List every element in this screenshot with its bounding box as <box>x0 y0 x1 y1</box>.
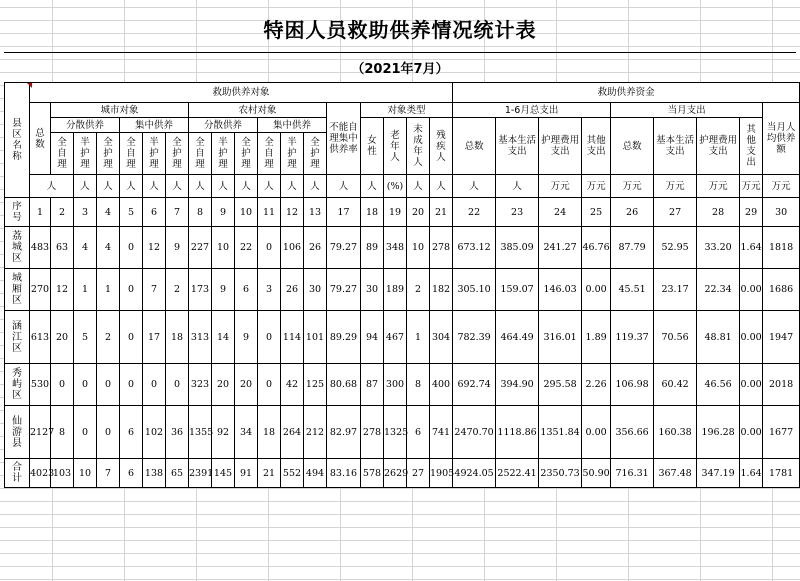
data-cell: 103 <box>51 459 74 488</box>
header-rural-scattered-half: 半护理 <box>212 133 235 175</box>
seq-cell: 2 <box>51 198 74 227</box>
data-cell: 17 <box>143 311 166 364</box>
data-cell: 23.17 <box>654 269 697 311</box>
data-cell: 2470.70 <box>453 406 496 459</box>
data-cell: 102 <box>143 406 166 459</box>
data-cell: 1.64 <box>740 227 763 269</box>
seq-cell: 3 <box>74 198 97 227</box>
data-cell: 692.74 <box>453 364 496 406</box>
seq-cell: 26 <box>611 198 654 227</box>
data-cell: 2 <box>97 311 120 364</box>
unit-cell: 人 <box>496 175 539 198</box>
data-cell: 0.00 <box>582 406 611 459</box>
data-cell: 0.00 <box>740 269 763 311</box>
header-h1-sum: 总数 <box>453 118 496 175</box>
data-cell: 0 <box>120 227 143 269</box>
data-cell: 106 <box>281 227 304 269</box>
unit-cell: 人 <box>30 175 74 198</box>
county-name: 荔城区 <box>5 227 30 269</box>
data-cell: 0 <box>97 406 120 459</box>
data-cell: 46.56 <box>697 364 740 406</box>
data-cell: 182 <box>430 269 453 311</box>
seq-cell: 25 <box>582 198 611 227</box>
seq-cell: 24 <box>539 198 582 227</box>
header-month-basic: 基本生活支出 <box>654 118 697 175</box>
data-cell: 673.12 <box>453 227 496 269</box>
data-cell: 0 <box>120 269 143 311</box>
county-name: 城厢区 <box>5 269 30 311</box>
seq-cell: 9 <box>212 198 235 227</box>
data-cell: 83.16 <box>327 459 361 488</box>
seq-cell: 17 <box>327 198 361 227</box>
data-cell: 2350.73 <box>539 459 582 488</box>
data-cell: 10 <box>74 459 97 488</box>
data-cell: 4 <box>97 227 120 269</box>
header-urban-scattered-half: 半护理 <box>74 133 97 175</box>
header-h1-basic: 基本生活支出 <box>496 118 539 175</box>
statistics-table <box>4 82 800 488</box>
data-cell: 1.89 <box>582 311 611 364</box>
data-cell: 0 <box>258 364 281 406</box>
data-cell: 42 <box>281 364 304 406</box>
data-cell: 145 <box>212 459 235 488</box>
data-cell: 196.28 <box>697 406 740 459</box>
header-month-sum: 总数 <box>611 118 654 175</box>
header-funds: 救助供养资金 <box>453 83 800 103</box>
unit-row <box>5 175 800 198</box>
data-cell: 1118.86 <box>496 406 539 459</box>
data-cell: 18 <box>166 311 189 364</box>
unit-cell: 万元 <box>740 175 763 198</box>
data-cell: 173 <box>189 269 212 311</box>
data-cell: 138 <box>143 459 166 488</box>
data-cell: 212 <box>304 406 327 459</box>
seq-cell: 10 <box>235 198 258 227</box>
data-cell: 6 <box>235 269 258 311</box>
unit-cell: 人 <box>212 175 235 198</box>
data-cell: 1325 <box>384 406 407 459</box>
data-cell: 20 <box>235 364 258 406</box>
data-cell: 0 <box>258 311 281 364</box>
data-cell: 63 <box>51 227 74 269</box>
comment-indicator <box>27 83 32 88</box>
seq-cell: 18 <box>361 198 384 227</box>
data-cell: 0 <box>166 364 189 406</box>
data-cell: 91 <box>235 459 258 488</box>
header-rural-centralized: 集中供养 <box>258 118 327 133</box>
data-cell: 530 <box>30 364 51 406</box>
data-cell: 101 <box>304 311 327 364</box>
data-cell: 2 <box>407 269 430 311</box>
data-cell: 4 <box>74 227 97 269</box>
header-total: 总数 <box>30 103 51 175</box>
data-cell: 716.31 <box>611 459 654 488</box>
data-cell: 30 <box>304 269 327 311</box>
data-cell: 65 <box>166 459 189 488</box>
data-cell: 0.00 <box>740 311 763 364</box>
data-cell: 552 <box>281 459 304 488</box>
data-cell: 34 <box>235 406 258 459</box>
seq-cell: 8 <box>189 198 212 227</box>
data-cell: 1 <box>407 311 430 364</box>
data-cell: 70.56 <box>654 311 697 364</box>
header-rural-central-full: 全自理 <box>258 133 281 175</box>
data-cell: 26 <box>281 269 304 311</box>
header-relief-objects: 救助供养对象 <box>30 83 453 103</box>
seq-cell: 5 <box>120 198 143 227</box>
data-cell: 6 <box>407 406 430 459</box>
data-cell: 94 <box>361 311 384 364</box>
data-cell: 30 <box>361 269 384 311</box>
data-cell: 613 <box>30 311 51 364</box>
seq-cell: 6 <box>143 198 166 227</box>
data-cell: 300 <box>384 364 407 406</box>
data-cell: 92 <box>212 406 235 459</box>
data-cell: 1686 <box>763 269 800 311</box>
data-cell: 114 <box>281 311 304 364</box>
unit-cell: 人 <box>304 175 327 198</box>
header-urban: 城市对象 <box>51 103 189 118</box>
title-divider <box>4 52 796 53</box>
data-cell: 0.00 <box>740 406 763 459</box>
data-cell: 0.00 <box>582 269 611 311</box>
data-cell: 2391 <box>189 459 212 488</box>
unit-cell: 人 <box>143 175 166 198</box>
data-cell: 264 <box>281 406 304 459</box>
data-cell: 394.90 <box>496 364 539 406</box>
data-cell: 7 <box>143 269 166 311</box>
data-cell: 278 <box>430 227 453 269</box>
county-name: 秀屿区 <box>5 364 30 406</box>
data-cell: 1818 <box>763 227 800 269</box>
header-urban-central-half: 半护理 <box>143 133 166 175</box>
header-per-capita: 当月人均供养额 <box>763 103 800 175</box>
data-cell: 48.81 <box>697 311 740 364</box>
data-cell: 6 <box>120 459 143 488</box>
seq-cell: 7 <box>166 198 189 227</box>
header-minor: 未成年人 <box>407 118 430 175</box>
data-cell: 125 <box>304 364 327 406</box>
data-cell: 494 <box>304 459 327 488</box>
data-cell: 189 <box>384 269 407 311</box>
data-cell: 227 <box>189 227 212 269</box>
header-h1-total: 1-6月总支出 <box>453 103 611 118</box>
data-cell: 1905 <box>430 459 453 488</box>
seq-cell: 28 <box>697 198 740 227</box>
header-urban-scattered-full: 全自理 <box>51 133 74 175</box>
seq-label: 序号 <box>5 198 30 227</box>
unit-cell: 万元 <box>611 175 654 198</box>
header-non-self-rate: 不能自理集中供养率 <box>327 103 361 175</box>
table-row <box>5 227 800 269</box>
data-cell: 36 <box>166 406 189 459</box>
data-cell: 22 <box>235 227 258 269</box>
data-cell: 89.29 <box>327 311 361 364</box>
data-cell: 9 <box>212 269 235 311</box>
data-cell: 313 <box>189 311 212 364</box>
data-cell: 8 <box>407 364 430 406</box>
data-cell: 0 <box>74 364 97 406</box>
header-month-care: 护理费用支出 <box>697 118 740 175</box>
data-cell: 323 <box>189 364 212 406</box>
data-cell: 159.07 <box>496 269 539 311</box>
data-cell: 1947 <box>763 311 800 364</box>
table-row <box>5 311 800 364</box>
table-row <box>5 269 800 311</box>
unit-cell: 人 <box>281 175 304 198</box>
header-female: 女性 <box>361 118 384 175</box>
data-cell: 0.00 <box>740 364 763 406</box>
data-cell: 0 <box>120 311 143 364</box>
data-cell: 119.37 <box>611 311 654 364</box>
data-cell: 2.26 <box>582 364 611 406</box>
unit-cell: 人 <box>327 175 361 198</box>
header-urban-scattered-fullcare: 全护理 <box>97 133 120 175</box>
data-cell: 27 <box>407 459 430 488</box>
data-cell: 20 <box>212 364 235 406</box>
header-object-type: 对象类型 <box>361 103 453 118</box>
header-h1-other: 其他支出 <box>582 118 611 175</box>
data-cell: 1 <box>74 269 97 311</box>
data-cell: 12 <box>51 269 74 311</box>
header-rural-scattered: 分散供养 <box>189 118 258 133</box>
data-cell: 2522.41 <box>496 459 539 488</box>
data-cell: 278 <box>361 406 384 459</box>
unit-cell: 人 <box>453 175 496 198</box>
seq-cell: 30 <box>763 198 800 227</box>
data-cell: 0 <box>97 364 120 406</box>
header-disabled: 残疾人 <box>430 118 453 175</box>
seq-cell: 20 <box>407 198 430 227</box>
table-row <box>5 364 800 406</box>
seq-cell: 23 <box>496 198 539 227</box>
data-cell: 1351.84 <box>539 406 582 459</box>
data-cell: 0 <box>143 364 166 406</box>
data-cell: 356.66 <box>611 406 654 459</box>
page-title: 特困人员救助供养情况统计表 <box>263 18 537 42</box>
data-cell: 80.68 <box>327 364 361 406</box>
data-cell: 782.39 <box>453 311 496 364</box>
data-cell: 14 <box>212 311 235 364</box>
data-cell: 0 <box>120 364 143 406</box>
data-cell: 20 <box>51 311 74 364</box>
data-cell: 1355 <box>189 406 212 459</box>
data-cell: 46.76 <box>582 227 611 269</box>
data-cell: 305.10 <box>453 269 496 311</box>
unit-cell: 万元 <box>697 175 740 198</box>
data-cell: 270 <box>30 269 51 311</box>
data-cell: 45.51 <box>611 269 654 311</box>
data-cell: 3 <box>258 269 281 311</box>
unit-cell: 人 <box>166 175 189 198</box>
data-cell: 10 <box>212 227 235 269</box>
data-rows <box>5 227 800 488</box>
data-cell: 18 <box>258 406 281 459</box>
data-cell: 89 <box>361 227 384 269</box>
data-cell: 10 <box>407 227 430 269</box>
data-cell: 79.27 <box>327 227 361 269</box>
data-cell: 26 <box>304 227 327 269</box>
header-rural-central-half: 半护理 <box>281 133 304 175</box>
data-cell: 0 <box>51 364 74 406</box>
data-cell: 0 <box>74 406 97 459</box>
data-cell: 2629 <box>384 459 407 488</box>
data-cell: 21 <box>258 459 281 488</box>
table-row <box>5 406 800 459</box>
data-cell: 8 <box>51 406 74 459</box>
county-name: 涵江区 <box>5 311 30 364</box>
data-cell: 1 <box>97 269 120 311</box>
data-cell: 304 <box>430 311 453 364</box>
header-urban-scattered: 分散供养 <box>51 118 120 133</box>
data-cell: 106.98 <box>611 364 654 406</box>
seq-cell: 13 <box>304 198 327 227</box>
table-row <box>5 459 800 488</box>
unit-cell: 人 <box>407 175 430 198</box>
unit-cell: 人 <box>189 175 212 198</box>
header-rural-central-fullcare: 全护理 <box>304 133 327 175</box>
data-cell: 79.27 <box>327 269 361 311</box>
data-cell: 50.90 <box>582 459 611 488</box>
seq-cell: 12 <box>281 198 304 227</box>
data-cell: 82.97 <box>327 406 361 459</box>
unit-cell: 人 <box>235 175 258 198</box>
seq-cell: 29 <box>740 198 763 227</box>
data-cell: 1677 <box>763 406 800 459</box>
header-rural-scattered-fullcare: 全护理 <box>235 133 258 175</box>
header-month-other: 其他支出 <box>740 118 763 175</box>
unit-cell: 人 <box>120 175 143 198</box>
unit-cell: 人 <box>258 175 281 198</box>
seq-cell: 1 <box>30 198 51 227</box>
data-cell: 9 <box>235 311 258 364</box>
data-cell: 578 <box>361 459 384 488</box>
data-cell: 367.48 <box>654 459 697 488</box>
data-cell: 295.58 <box>539 364 582 406</box>
unit-cell: 万元 <box>654 175 697 198</box>
seq-cell: 19 <box>384 198 407 227</box>
data-cell: 483 <box>30 227 51 269</box>
sequence-row <box>5 198 800 227</box>
seq-cell: 22 <box>453 198 496 227</box>
data-cell: 22.34 <box>697 269 740 311</box>
data-cell: 2018 <box>763 364 800 406</box>
seq-cell: 4 <box>97 198 120 227</box>
data-cell: 348 <box>384 227 407 269</box>
data-cell: 5 <box>74 311 97 364</box>
unit-cell: (%) <box>384 175 407 198</box>
header-month-total: 当月支出 <box>611 103 763 118</box>
data-cell: 160.38 <box>654 406 697 459</box>
page-subtitle: （2021年7月） <box>351 62 449 77</box>
header-urban-centralized: 集中供养 <box>120 118 189 133</box>
data-cell: 12 <box>143 227 166 269</box>
data-cell: 60.42 <box>654 364 697 406</box>
seq-cell: 11 <box>258 198 281 227</box>
data-cell: 87 <box>361 364 384 406</box>
county-name: 合计 <box>5 459 30 488</box>
county-name: 仙游县 <box>5 406 30 459</box>
data-cell: 52.95 <box>654 227 697 269</box>
unit-cell: 人 <box>74 175 97 198</box>
unit-cell: 人 <box>361 175 384 198</box>
data-cell: 347.19 <box>697 459 740 488</box>
data-cell: 316.01 <box>539 311 582 364</box>
header-urban-central-full: 全自理 <box>120 133 143 175</box>
header-county: 县区名称 <box>5 83 30 198</box>
unit-cell: 万元 <box>763 175 800 198</box>
unit-cell: 万元 <box>582 175 611 198</box>
data-cell: 4924.05 <box>453 459 496 488</box>
header-elderly: 老年人 <box>384 118 407 175</box>
data-cell: 400 <box>430 364 453 406</box>
unit-cell: 万元 <box>539 175 582 198</box>
header-urban-central-fullcare: 全护理 <box>166 133 189 175</box>
data-cell: 464.49 <box>496 311 539 364</box>
data-cell: 9 <box>166 227 189 269</box>
unit-cell: 人 <box>97 175 120 198</box>
data-cell: 1.64 <box>740 459 763 488</box>
header-rural-scattered-full: 全自理 <box>189 133 212 175</box>
data-cell: 6 <box>120 406 143 459</box>
data-cell: 7 <box>97 459 120 488</box>
header-rural: 农村对象 <box>189 103 327 118</box>
data-cell: 467 <box>384 311 407 364</box>
data-cell: 741 <box>430 406 453 459</box>
data-cell: 33.20 <box>697 227 740 269</box>
data-cell: 2 <box>166 269 189 311</box>
seq-cell: 27 <box>654 198 697 227</box>
data-cell: 241.27 <box>539 227 582 269</box>
data-cell: 4023 <box>30 459 51 488</box>
header-h1-care: 护理费用支出 <box>539 118 582 175</box>
data-cell: 146.03 <box>539 269 582 311</box>
unit-cell: 人 <box>430 175 453 198</box>
data-cell: 87.79 <box>611 227 654 269</box>
data-cell: 1781 <box>763 459 800 488</box>
data-cell: 0 <box>258 227 281 269</box>
seq-cell: 21 <box>430 198 453 227</box>
data-cell: 2127 <box>30 406 51 459</box>
data-cell: 385.09 <box>496 227 539 269</box>
